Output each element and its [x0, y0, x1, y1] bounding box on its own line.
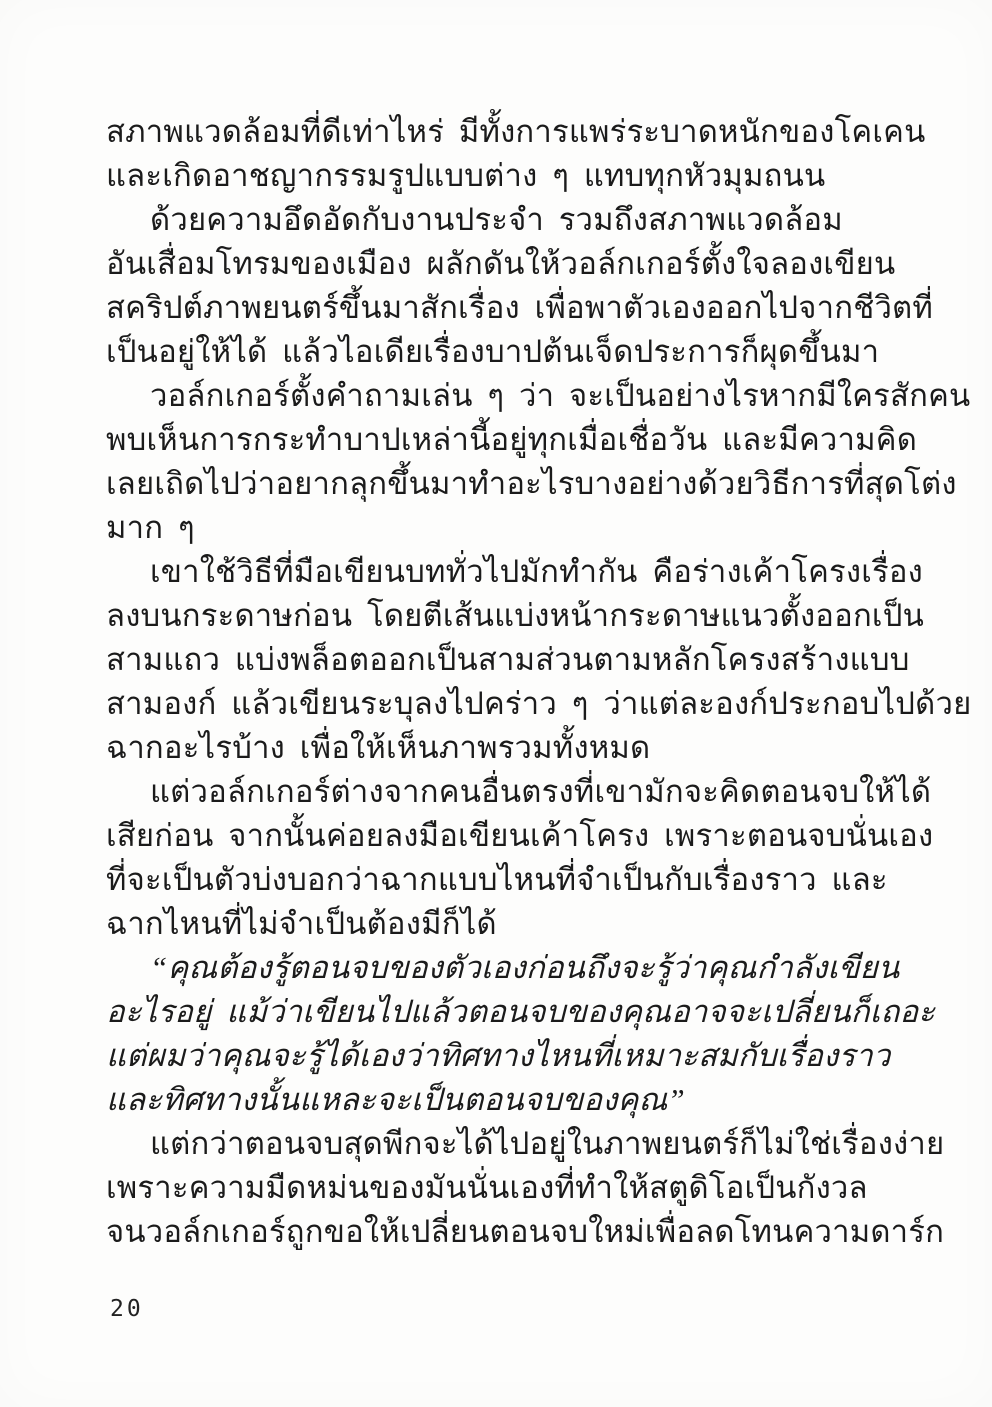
text-line: และเกิดอาชญากรรมรูปแบบต่าง ๆ แทบทุกหัวมุมถนน — [106, 158, 826, 193]
text-line: สามแถว แบ่งพล็อตออกเป็นสามส่วนตามหลักโครงสร้างแบบ — [106, 642, 910, 677]
text-line: อะไรอยู่ แม้ว่าเขียนไปแล้วตอนจบของคุณอาจจะเปลี่ยนก็เถอะ — [106, 994, 936, 1029]
text-line: เป็นอยู่ให้ได้ แล้วไอเดียเรื่องบาปต้นเจ็ดประการก็ผุดขึ้นมา — [106, 334, 880, 369]
page-number: 20 — [110, 1296, 144, 1322]
text-line: แต่วอล์กเกอร์ต่างจากคนอื่นตรงที่เขามักจะคิดตอนจบให้ได้ — [150, 774, 932, 809]
page-text — [106, 110, 972, 1254]
text-line: วอล์กเกอร์ตั้งคำถามเล่น ๆ ว่า จะเป็นอย่างไรหากมีใครสักคน — [150, 378, 971, 413]
text-line: สคริปต์ภาพยนตร์ขึ้นมาสักเรื่อง เพื่อพาตัวเองออกไปจากชีวิตที่ — [106, 290, 934, 325]
text-line: สภาพแวดล้อมที่ดีเท่าไหร่ มีทั้งการแพร่ระบาดหนักของโคเคน — [106, 114, 926, 149]
text-line: แต่กว่าตอนจบสุดพีกจะได้ไปอยู่ในภาพยนตร์ก็ไม่ใช่เรื่องง่าย — [150, 1126, 945, 1161]
text-line: “คุณต้องรู้ตอนจบของตัวเองก่อนถึงจะรู้ว่าคุณกำลังเขียน — [150, 950, 900, 985]
text-line: เขาใช้วิธีที่มือเขียนบททั่วไปมักทำกัน คือร่างเค้าโครงเรื่อง — [150, 554, 923, 589]
text-line: สามองก์ แล้วเขียนระบุลงไปคร่าว ๆ ว่าแต่ละองก์ประกอบไปด้วย — [106, 686, 972, 721]
text-line: และทิศทางนั้นแหละจะเป็นตอนจบของคุณ” — [106, 1082, 685, 1117]
text-line: เลยเถิดไปว่าอยากลุกขึ้นมาทำอะไรบางอย่างด้วยวิธีการที่สุดโต่ง — [106, 466, 957, 501]
text-line: มาก ๆ — [106, 510, 195, 545]
text-line: จนวอล์กเกอร์ถูกขอให้เปลี่ยนตอนจบใหม่เพื่อลดโทนความดาร์ก — [106, 1214, 945, 1249]
text-line: อันเสื่อมโทรมของเมือง ผลักดันให้วอล์กเกอร์ตั้งใจลองเขียน — [106, 246, 896, 281]
text-line: ที่จะเป็นตัวบ่งบอกว่าฉากแบบไหนที่จำเป็นกับเรื่องราว และ — [106, 862, 888, 897]
text-line: พบเห็นการกระทำบาปเหล่านี้อยู่ทุกเมื่อเชื่อวัน และมีความคิด — [106, 422, 918, 457]
text-line: ฉากไหนที่ไม่จำเป็นต้องมีก็ได้ — [106, 906, 497, 941]
text-line: เพราะความมืดหม่นของมันนั่นเองที่ทำให้สตูดิโอเป็นกังวล — [106, 1170, 868, 1205]
text-line: ด้วยความอึดอัดกับงานประจำ รวมถึงสภาพแวดล้อม — [150, 202, 843, 237]
text-line: เสียก่อน จากนั้นค่อยลงมือเขียนเค้าโครง เพราะตอนจบนั่นเอง — [106, 818, 934, 853]
text-line: ฉากอะไรบ้าง เพื่อให้เห็นภาพรวมทั้งหมด — [106, 730, 651, 765]
text-line: แต่ผมว่าคุณจะรู้ได้เองว่าทิศทางไหนที่เหมาะสมกับเรื่องราว — [106, 1038, 891, 1073]
text-line: ลงบนกระดาษก่อน โดยตีเส้นแบ่งหน้ากระดาษแนวตั้งออกเป็น — [106, 598, 924, 633]
